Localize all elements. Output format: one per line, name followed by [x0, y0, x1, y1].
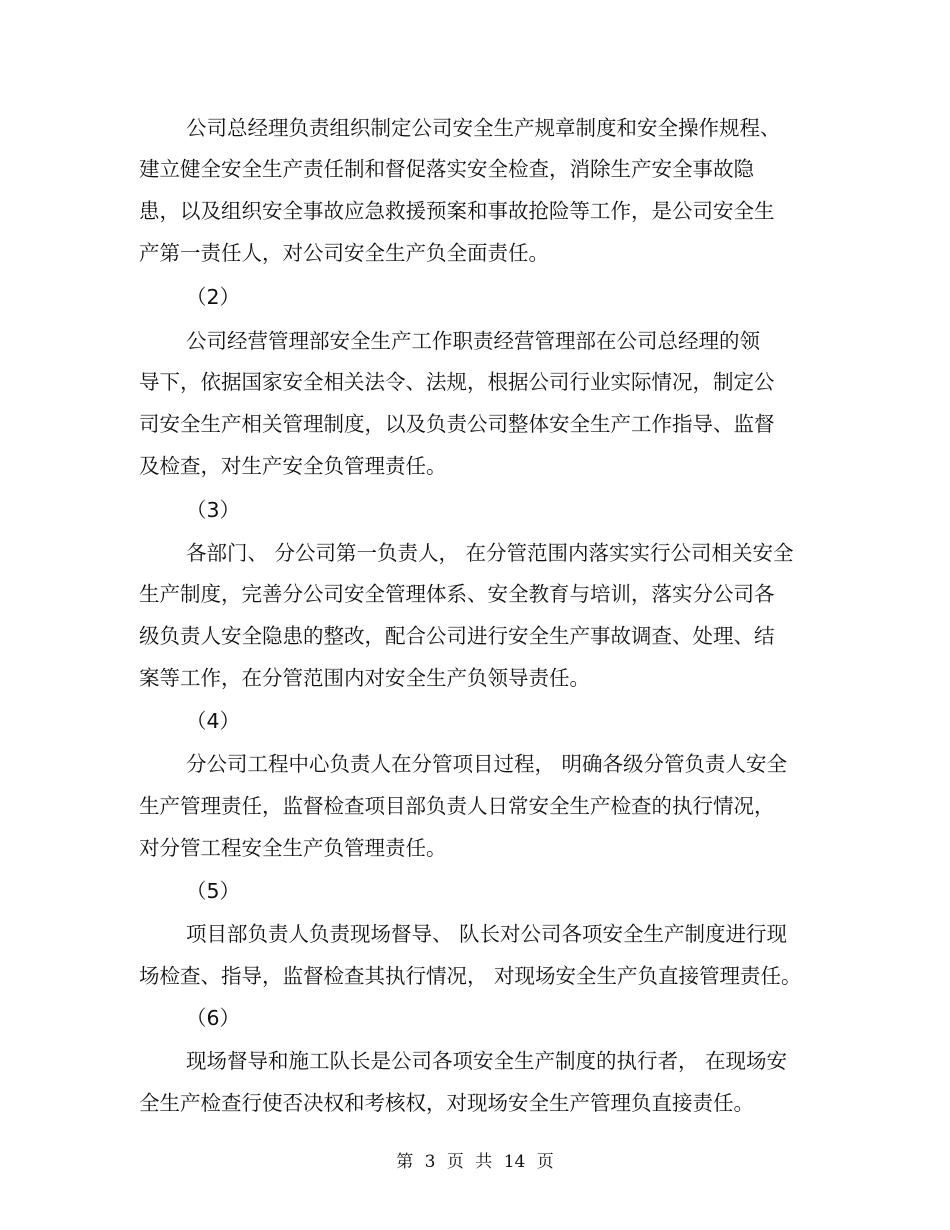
- text-line: 导下，依据国家安全相关法令、法规，根据公司行业实际情况，制定公: [139, 370, 775, 394]
- text-line: 及检查，对生产安全负管理责任。: [139, 454, 447, 478]
- text-line: 生产管理责任，监督检查项目部负责人日常安全生产检查的执行情况，: [139, 794, 775, 818]
- section-number: （3）: [186, 498, 241, 522]
- text-line: 分公司工程中心负责人在分管项目过程， 明确各级分管负责人安全: [186, 752, 788, 776]
- section-number: （5）: [186, 879, 241, 903]
- text-line: 全生产检查行使否决权和考核权，对现场安全生产管理负直接责任。: [139, 1091, 754, 1115]
- section-number: （4）: [186, 709, 241, 733]
- page-footer: 第 3 页 共 14 页: [396, 1152, 554, 1172]
- text-line: 案等工作，在分管范围内对安全生产负领导责任。: [139, 666, 590, 690]
- text-line: 项目部负责人负责现场督导、 队长对公司各项安全生产制度进行现: [186, 922, 788, 946]
- text-line: 产第一责任人，对公司安全生产负全面责任。: [139, 241, 549, 265]
- text-line: 公司总经理负责组织制定公司安全生产规章制度和安全操作规程、: [186, 116, 781, 140]
- text-line: 各部门、 分公司第一负责人， 在分管范围内落实实行公司相关安全: [186, 541, 794, 565]
- section-number: （6）: [186, 1006, 241, 1030]
- text-line: 级负责人安全隐患的整改，配合公司进行安全生产事故调查、处理、结: [139, 624, 775, 648]
- text-line: 场检查、指导，监督检查其执行情况， 对现场安全生产负直接管理责任。: [139, 964, 802, 988]
- section-number: （2）: [186, 285, 241, 309]
- text-line: 公司经营管理部安全生产工作职责经营管理部在公司总经理的领: [186, 329, 760, 353]
- text-line: 现场督导和施工队长是公司各项安全生产制度的执行者， 在现场安: [186, 1049, 788, 1073]
- text-line: 生产制度，完善分公司安全管理体系、安全教育与培训，落实分公司各: [139, 582, 775, 606]
- text-line: 司安全生产相关管理制度，以及负责公司整体安全生产工作指导、监督: [139, 412, 775, 436]
- text-line: 建立健全安全生产责任制和督促落实安全检查，消除生产安全事故隐: [139, 157, 754, 181]
- text-line: 对分管工程安全生产负管理责任。: [139, 836, 447, 860]
- text-line: 患，以及组织安全事故应急救援预案和事故抢险等工作，是公司安全生: [139, 199, 775, 223]
